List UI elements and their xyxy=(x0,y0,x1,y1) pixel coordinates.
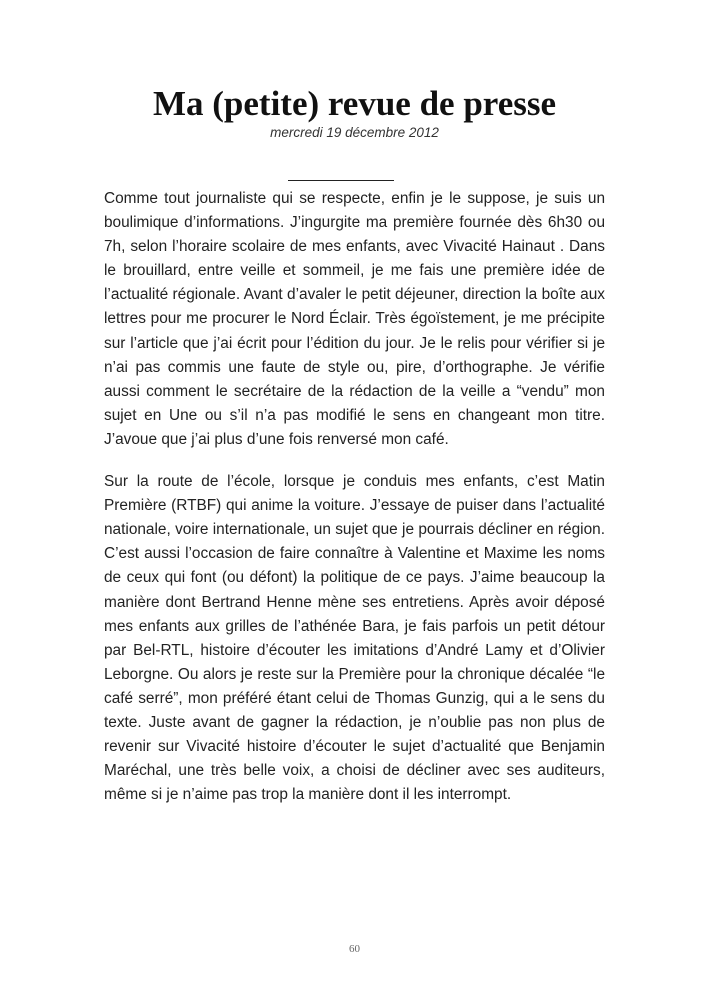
paragraph-1: Comme tout journaliste qui se respecte, enfin je le suppose, je suis un boulimique d’informations. J’ingurgite ma première fournée dès 6h30 ou 7h, selon l’horaire scolaire de mes enfants, avec Vivacité Hainaut . Dans le brouillard, entre veille et sommeil, je me fais une première idée de l’actualité régionale. Avant d’avaler le petit déjeuner, direction la boîte aux lettres pour me procurer le Nord Éclair. Très égoïstement, je me précipite sur l’article que j’ai écrit pour l’édition du jour. Je le relis pour vérifier si je n’ai pas commis une faute de style ou, pire, d’orthographe. Je vérifie aussi comment le secrétaire de la rédaction de la veille a “vendu” mon sujet en Une ou s’il n’a pas modifié le sens en changeant mon titre. J’avoue que j’ai plus d’une fois renversé mon café. xyxy=(104,190,605,448)
page-number: 60 xyxy=(349,943,360,955)
title-divider xyxy=(288,180,394,181)
article-body xyxy=(104,187,605,825)
article-date: mercredi 19 décembre 2012 xyxy=(270,125,439,140)
paragraph-2: Sur la route de l’école, lorsque je conduis mes enfants, c’est Matin Première (RTBF) qui anime la voiture. J’essaye de puiser dans l’actualité nationale, voire internationale, un sujet que je pourrais décliner en région. C’est aussi l’occasion de faire connaître à Valentine et Maxime les noms de ceux qui font (ou défont) la politique de ce pays. J’aime beaucoup la manière dont Bertrand Henne mène ses entretiens. Après avoir déposé mes enfants aux grilles de l’athénée Bara, je fais parfois un petit détour par Bel-RTL, histoire d’écouter les imitations d’André Lamy et d’Olivier Leborgne. Ou alors je reste sur la Première pour la chronique décalée “le café serré”, mon préféré étant celui de Thomas Gunzig, qui a le sens du texte. Juste avant de gagner la rédaction, je n’oublie pas non plus de revenir sur Vivacité histoire d’écouter le sujet d’actualité que Benjamin Maréchal, une très belle voix, a choisi de décliner avec ses auditeurs, même si je n’aime pas trop la manière dont il les interrompt. xyxy=(104,473,605,804)
article-title: Ma (petite) revue de presse xyxy=(152,84,557,123)
